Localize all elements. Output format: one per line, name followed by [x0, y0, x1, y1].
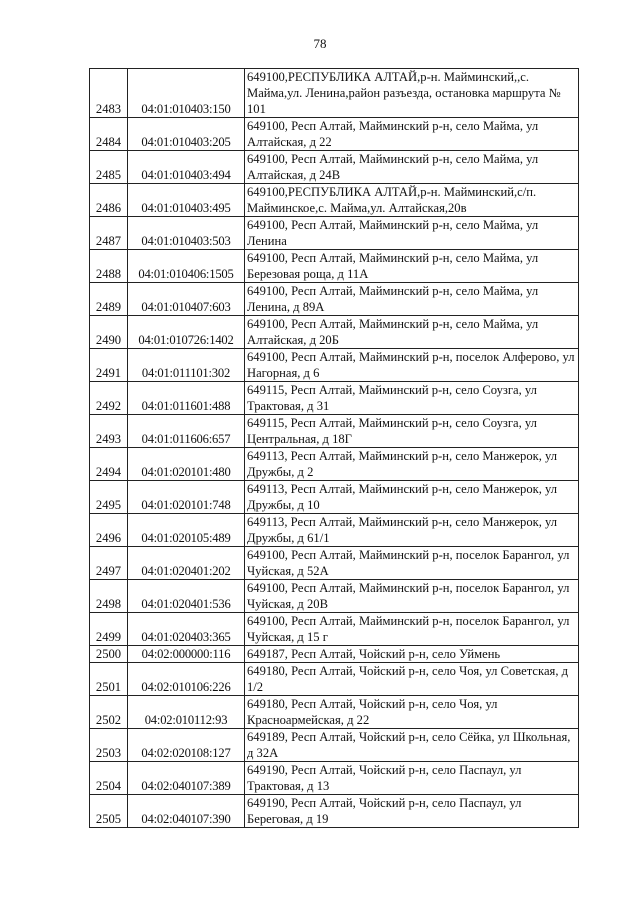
cadastral-number: 04:02:010112:93 [128, 696, 245, 729]
page-number: 78 [313, 36, 327, 51]
address: 649180, Респ Алтай, Чойский р-н, село Чоя, ул Советская, д 1/2 [245, 663, 579, 696]
row-number: 2491 [90, 349, 128, 382]
row-number: 2497 [90, 547, 128, 580]
table-row [90, 69, 579, 118]
cadastral-number: 04:01:010403:150 [128, 69, 245, 118]
address: 649100, Респ Алтай, Майминский р-н, село Майма, ул Ленина [245, 217, 579, 250]
cadastral-number: 04:02:000000:116 [128, 646, 245, 663]
table-row [90, 184, 579, 217]
address: 649100, Респ Алтай, Майминский р-н, поселок Барангол, ул Чуйская, д 20В [245, 580, 579, 613]
row-number: 2493 [90, 415, 128, 448]
table-row [90, 118, 579, 151]
row-number: 2487 [90, 217, 128, 250]
row-number: 2495 [90, 481, 128, 514]
row-number: 2492 [90, 382, 128, 415]
table-row [90, 349, 579, 382]
table-row [90, 663, 579, 696]
table-row [90, 762, 579, 795]
cadastral-number: 04:01:020105:489 [128, 514, 245, 547]
address: 649100, Респ Алтай, Майминский р-н, поселок Барангол, ул Чуйская, д 52А [245, 547, 579, 580]
row-number: 2499 [90, 613, 128, 646]
table-row [90, 316, 579, 349]
address: 649100,РЕСПУБЛИКА АЛТАЙ,р-н. Майминский,с/п. Майминское,с. Майма,ул. Алтайская,20в [245, 184, 579, 217]
address: 649100, Респ Алтай, Майминский р-н, село Майма, ул Березовая роща, д 11А [245, 250, 579, 283]
row-number: 2485 [90, 151, 128, 184]
address: 649180, Респ Алтай, Чойский р-н, село Чоя, ул Красноармейская, д 22 [245, 696, 579, 729]
address: 649100, Респ Алтай, Майминский р-н, поселок Барангол, ул Чуйская, д 15 г [245, 613, 579, 646]
cadastral-number: 04:01:020101:748 [128, 481, 245, 514]
table-row [90, 481, 579, 514]
row-number: 2496 [90, 514, 128, 547]
address: 649100,РЕСПУБЛИКА АЛТАЙ,р-н. Майминский,,с. Майма,ул. Ленина,район разъезда, остановка маршрута № 101 [245, 69, 579, 118]
cadastral-number: 04:01:010403:495 [128, 184, 245, 217]
row-number: 2486 [90, 184, 128, 217]
table-row [90, 795, 579, 828]
row-number: 2504 [90, 762, 128, 795]
row-number: 2489 [90, 283, 128, 316]
table-row [90, 283, 579, 316]
address: 649190, Респ Алтай, Чойский р-н, село Паспаул, ул Трактовая, д 13 [245, 762, 579, 795]
table-row [90, 151, 579, 184]
cadastral-number: 04:01:010403:503 [128, 217, 245, 250]
address: 649100, Респ Алтай, Майминский р-н, село Майма, ул Алтайская, д 20Б [245, 316, 579, 349]
cadastral-number: 04:01:010726:1402 [128, 316, 245, 349]
row-number: 2502 [90, 696, 128, 729]
row-number: 2501 [90, 663, 128, 696]
table-row [90, 415, 579, 448]
cadastral-number: 04:01:011606:657 [128, 415, 245, 448]
cadastral-number: 04:02:020108:127 [128, 729, 245, 762]
address: 649100, Респ Алтай, Майминский р-н, село Майма, ул Алтайская, д 24В [245, 151, 579, 184]
address: 649187, Респ Алтай, Чойский р-н, село Уймень [245, 646, 579, 663]
address: 649113, Респ Алтай, Майминский р-н, село Манжерок, ул Дружбы, д 2 [245, 448, 579, 481]
row-number: 2500 [90, 646, 128, 663]
row-number: 2488 [90, 250, 128, 283]
row-number: 2498 [90, 580, 128, 613]
address: 649190, Респ Алтай, Чойский р-н, село Паспаул, ул Береговая, д 19 [245, 795, 579, 828]
cadastral-number: 04:01:010406:1505 [128, 250, 245, 283]
row-number: 2505 [90, 795, 128, 828]
cadastral-number: 04:02:040107:389 [128, 762, 245, 795]
address: 649100, Респ Алтай, Майминский р-н, село Майма, ул Алтайская, д 22 [245, 118, 579, 151]
address: 649100, Респ Алтай, Майминский р-н, поселок Алферово, ул Нагорная, д 6 [245, 349, 579, 382]
table-row [90, 580, 579, 613]
cadastral-number: 04:01:011601:488 [128, 382, 245, 415]
table-row [90, 613, 579, 646]
cadastral-number: 04:01:020101:480 [128, 448, 245, 481]
cadastral-number: 04:01:020401:536 [128, 580, 245, 613]
table-row [90, 696, 579, 729]
row-number: 2503 [90, 729, 128, 762]
table-row [90, 382, 579, 415]
table-row [90, 514, 579, 547]
table-row [90, 217, 579, 250]
address: 649113, Респ Алтай, Майминский р-н, село Манжерок, ул Дружбы, д 61/1 [245, 514, 579, 547]
cadastral-number: 04:01:020403:365 [128, 613, 245, 646]
cadastral-number: 04:01:010403:494 [128, 151, 245, 184]
cadastral-number: 04:02:010106:226 [128, 663, 245, 696]
cadastral-number: 04:01:020401:202 [128, 547, 245, 580]
row-number: 2490 [90, 316, 128, 349]
address: 649115, Респ Алтай, Майминский р-н, село Соузга, ул Центральная, д 18Г [245, 415, 579, 448]
cadastral-number: 04:02:040107:390 [128, 795, 245, 828]
row-number: 2484 [90, 118, 128, 151]
table-row [90, 250, 579, 283]
table-row [90, 547, 579, 580]
registry-table-body [90, 69, 579, 828]
address: 649113, Респ Алтай, Майминский р-н, село Манжерок, ул Дружбы, д 10 [245, 481, 579, 514]
registry-table [89, 68, 579, 828]
table-row [90, 729, 579, 762]
table-row [90, 646, 579, 663]
address: 649115, Респ Алтай, Майминский р-н, село Соузга, ул Трактовая, д 31 [245, 382, 579, 415]
cadastral-number: 04:01:010407:603 [128, 283, 245, 316]
table-row [90, 448, 579, 481]
address: 649189, Респ Алтай, Чойский р-н, село Сёйка, ул Школьная, д 32А [245, 729, 579, 762]
cadastral-number: 04:01:011101:302 [128, 349, 245, 382]
row-number: 2494 [90, 448, 128, 481]
cadastral-number: 04:01:010403:205 [128, 118, 245, 151]
address: 649100, Респ Алтай, Майминский р-н, село Майма, ул Ленина, д 89А [245, 283, 579, 316]
row-number: 2483 [90, 69, 128, 118]
